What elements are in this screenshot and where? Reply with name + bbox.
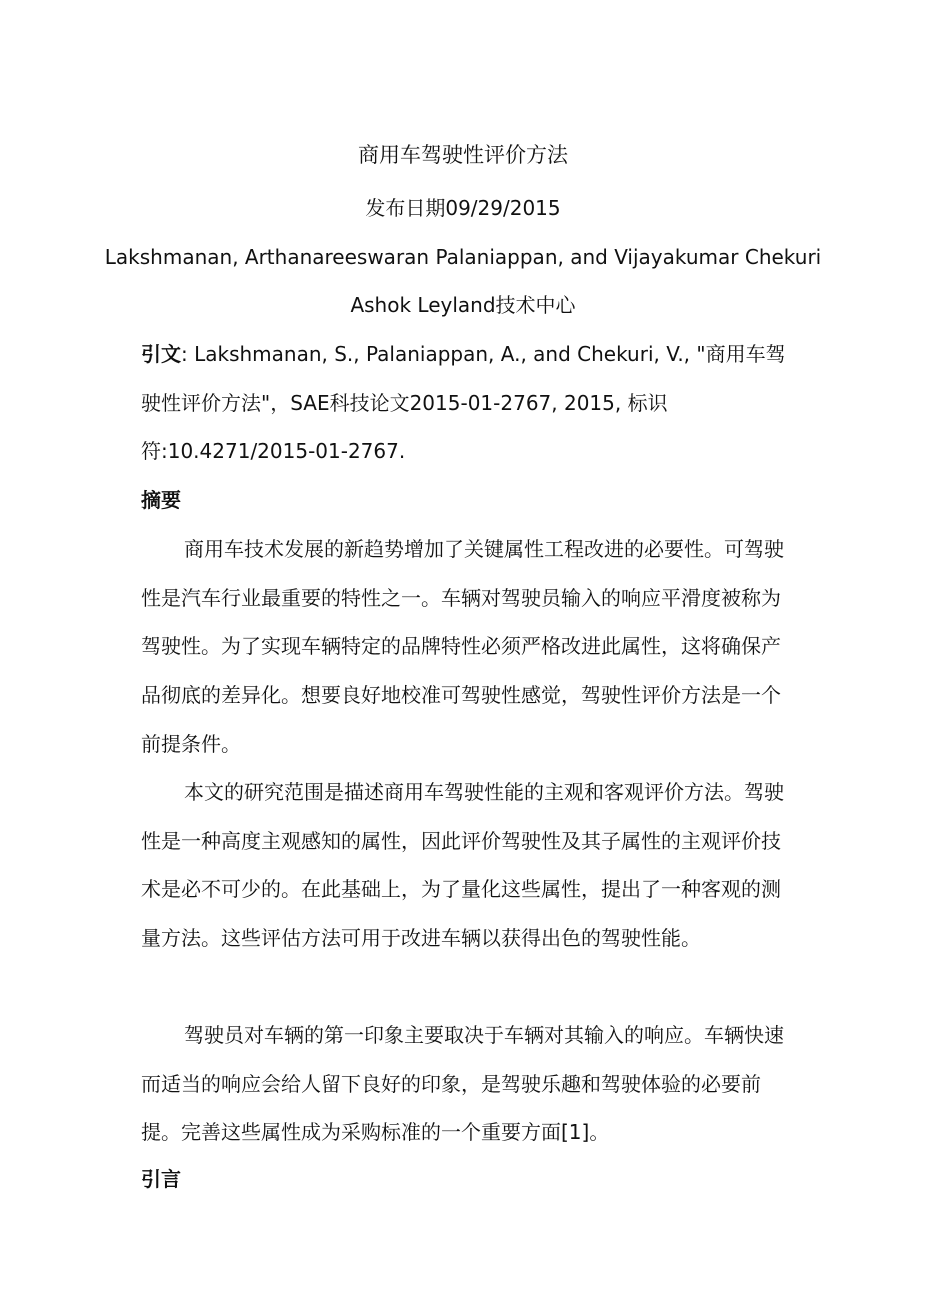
abstract-paragraph-3: 驾驶员对车辆的第一印象主要取决于车辆对其输入的响应。车辆快速而适当的响应会给人留下良好的印象，是驾驶乐趣和驾驶体验的必要前提。完善这些属性成为采购标准的一个重要方面[1]。 xyxy=(141,1023,784,1145)
introduction-heading: 引言 xyxy=(141,1167,181,1191)
paper-title: 商用车驾驶性评价方法 xyxy=(358,143,568,167)
citation-text: : Lakshmanan, S., Palaniappan, A., and Chekuri, V., "商用车驾驶性评价方法"，SAE科技论文2015-01-2767, 2015, 标识符:10.4271/2015-01-2767. xyxy=(141,342,786,464)
citation xyxy=(141,330,791,476)
publish-date: 发布日期09/29/2015 xyxy=(365,196,561,220)
abstract-paragraph-2: 本文的研究范围是描述商用车驾驶性能的主观和客观评价方法。驾驶性是一种高度主观感知的属性，因此评价驾驶性及其子属性的主观评价技术是必不可少的。在此基础上，为了量化这些属性，提出了一种客观的测量方法。这些评估方法可用于改进车辆以获得出色的驾驶性能。 xyxy=(141,780,784,951)
organization: Ashok Leyland技术中心 xyxy=(350,293,576,317)
abstract-heading: 摘要 xyxy=(141,488,181,512)
abstract-paragraph-1: 商用车技术发展的新趋势增加了关键属性工程改进的必要性。可驾驶性是汽车行业最重要的特性之一。车辆对驾驶员输入的响应平滑度被称为驾驶性。为了实现车辆特定的品牌特性必须严格改进此属性，这将确保产品彻底的差异化。想要良好地校准可驾驶性感觉，驾驶性评价方法是一个前提条件。 xyxy=(141,537,784,756)
author-list: Lakshmanan, Arthanareeswaran Palaniappan, and Vijayakumar Chekuri xyxy=(104,245,822,269)
citation-label: 引文 xyxy=(141,342,181,366)
